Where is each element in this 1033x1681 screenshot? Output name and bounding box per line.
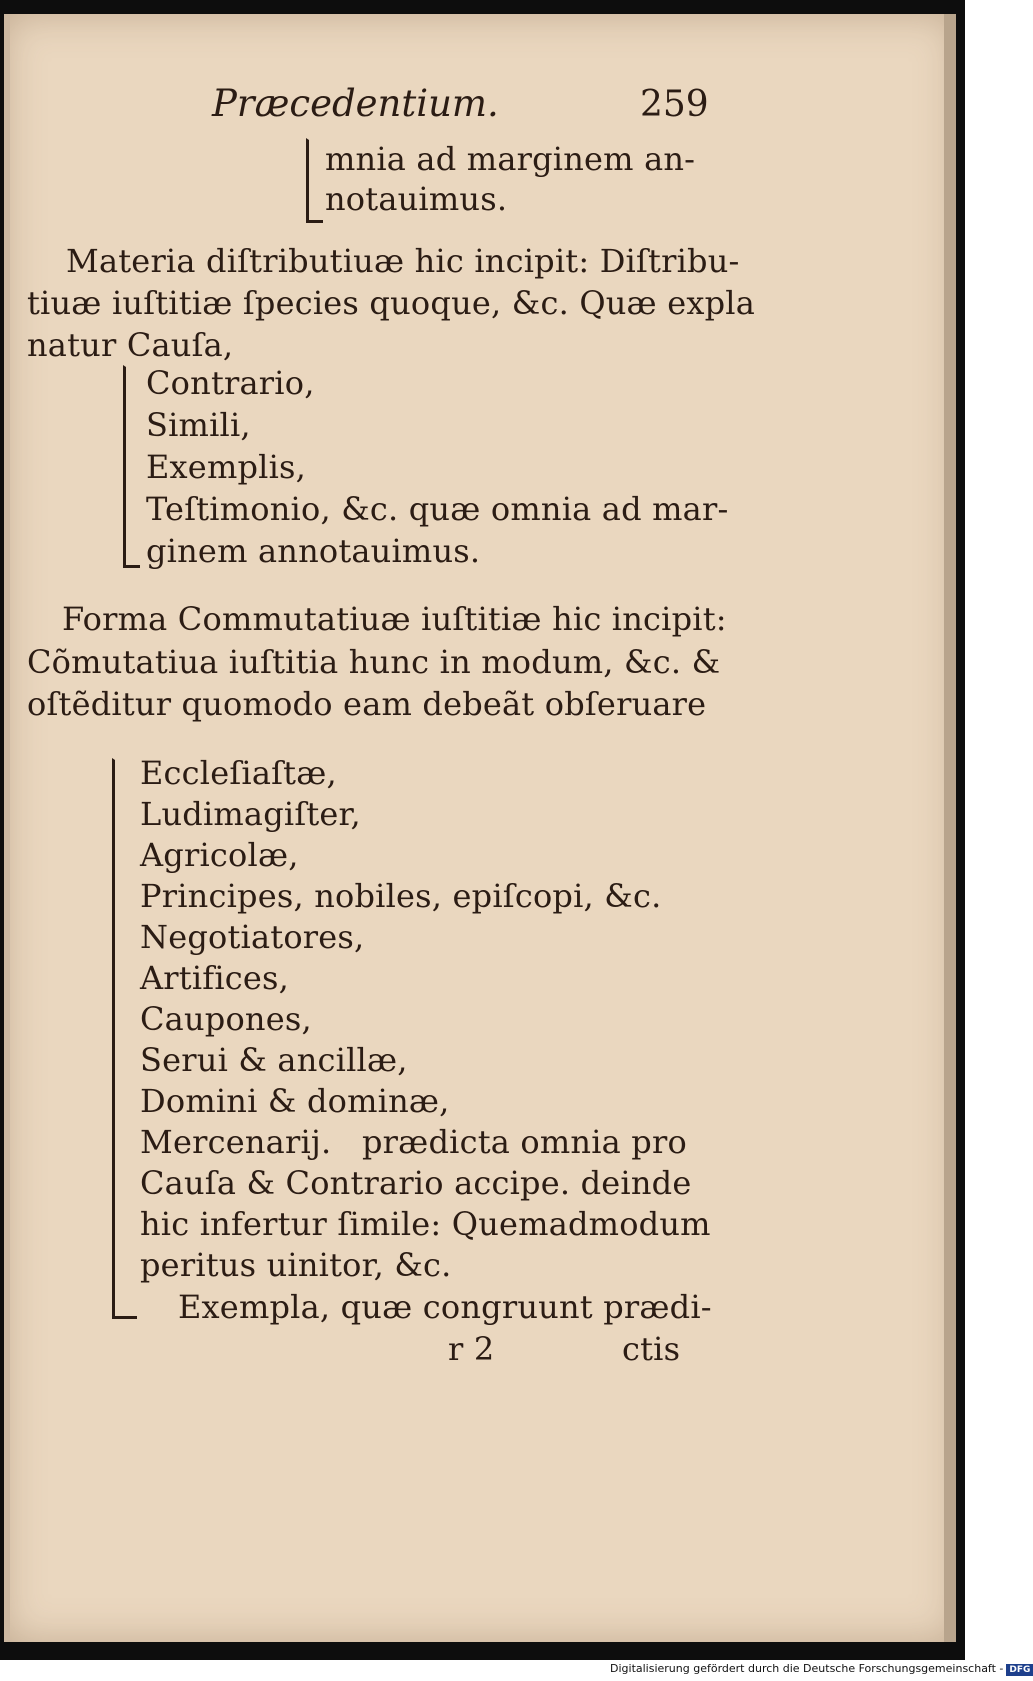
list-item: Eccleſiaſtæ, (140, 754, 337, 792)
list-item: Agricolæ, (140, 836, 299, 874)
text-line: natur Cauſa, (27, 326, 234, 364)
list-item: Artifices, (140, 959, 290, 997)
text-line: Forma Commutatiuæ iuſtitiæ hic incipit: (62, 600, 727, 638)
list-item: Exemplis, (146, 448, 307, 486)
signature-mark: r 2 (448, 1330, 495, 1368)
text-line: oſtẽditur quomodo eam debeãt obſeruare (27, 685, 707, 723)
page-number: 259 (640, 84, 709, 125)
text-line: notauimus. (325, 180, 508, 218)
text-line: Materia diſtributiuæ hic incipit: Diſtribu- (66, 242, 740, 280)
text-line: tiuæ iuſtitiæ ſpecies quoque, &c. Quæ expla (27, 284, 755, 322)
list-item: Principes, nobiles, epiſcopi, &c. (140, 877, 662, 915)
list-item: Exempla, quæ congruunt prædi- (178, 1288, 712, 1326)
page-left-edge (4, 14, 10, 1642)
list-item: Serui & ancillæ, (140, 1041, 408, 1079)
catchword: ctis (622, 1330, 681, 1368)
list-item: Contrario, (146, 364, 315, 402)
page-right-edge (944, 14, 956, 1642)
footer-text: Digitalisierung gefördert durch die Deutsche Forschungsgemeinschaft - (610, 1662, 1004, 1675)
list-item: Negotiatores, (140, 918, 365, 956)
list-item: hic infertur ſimile: Quemadmodum (140, 1205, 711, 1243)
list-item: ginem annotauimus. (146, 532, 481, 570)
list-item: peritus uinitor, &c. (140, 1246, 452, 1284)
list-item: Simili, (146, 406, 251, 444)
brace-2 (123, 365, 140, 568)
brace-3 (112, 758, 137, 1319)
list-item: Domini & dominæ, (140, 1082, 450, 1120)
list-item: prædicta omnia pro (362, 1123, 687, 1161)
text-line: mnia ad marginem an- (325, 140, 696, 178)
footer-credit (610, 1662, 1033, 1676)
running-head: Præcedentium. (212, 82, 499, 125)
list-item: Ludimagiſter, (140, 795, 361, 833)
dfg-logo: DFG (1006, 1664, 1033, 1676)
list-item: Cauſa & Contrario accipe. deinde (140, 1164, 692, 1202)
list-item: Mercenarij. (140, 1123, 332, 1161)
list-item: Caupones, (140, 1000, 312, 1038)
brace-1 (306, 138, 323, 223)
text-line: Cõmutatiua iuſtitia hunc in modum, &c. & (27, 643, 721, 681)
list-item: Teſtimonio, &c. quæ omnia ad mar- (146, 490, 729, 528)
